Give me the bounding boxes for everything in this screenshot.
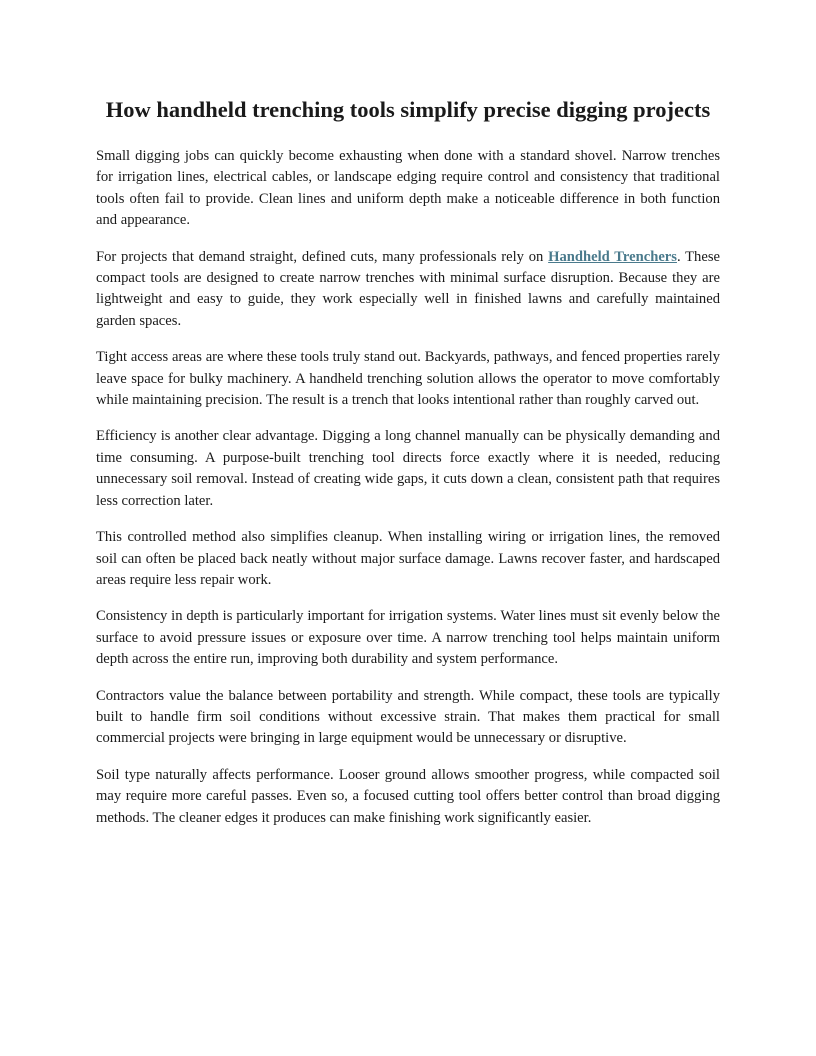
paragraph-efficiency: Efficiency is another clear advantage. Digging a long channel manually can be physically demanding and time consuming. A purpose-built trenching tool directs force exactly where it is needed, reducing unnecessary soil removal. Instead of creating wide gaps, it cuts down a clean, consistent path that requires less correction later. xyxy=(96,428,720,509)
paragraph-intro: Small digging jobs can quickly become exhausting when done with a standard shovel. Narrow trenches for irrigation lines, electrical cables, or landscape edging require control and consistency that traditional tools often fail to provide. Clean lines and uniform depth make a noticeable difference in both function and appearance. xyxy=(96,148,720,229)
paragraph-contractors: Contractors value the balance between portability and strength. While compact, these tools are typically built to handle firm soil conditions without excessive strain. That makes them practical for small commercial projects were bringing in large equipment would be unnecessary or disruptive. xyxy=(96,687,720,747)
paragraph-text-before-link: For projects that demand straight, defined cuts, many professionals rely on xyxy=(96,248,549,265)
paragraph-soil-type: Soil type naturally affects performance. Looser ground allows smoother progress, while compacted soil may require more careful passes. Even so, a focused cutting tool offers better control than broad digging methods. The cleaner edges it produces can make finishing work significantly easier. xyxy=(96,766,720,826)
paragraph-tight-access: Tight access areas are where these tools truly stand out. Backyards, pathways, and fenced properties rarely leave space for bulky machinery. A handheld trenching solution allows the operator to move comfortably while maintaining precision. The result is a trench that looks intentional rather than roughly carved out. xyxy=(96,349,720,409)
page-title: How handheld trenching tools simplify precise digging projects xyxy=(105,97,711,122)
paragraph-depth-consistency: Consistency in depth is particularly important for irrigation systems. Water lines must sit evenly below the surface to avoid pressure issues or exposure over time. A narrow trenching tool helps maintain uniform depth across the entire run, improving both durability and system performance. xyxy=(96,608,720,668)
handheld-trenchers-link[interactable]: Handheld Trenchers xyxy=(548,248,677,265)
paragraph-text-after-link: . These compact tools are designed to create narrow trenches with minimal surface disruption. Because they are lightweight and easy to guide, they work especially well in finished lawns and carefully maintained garden spaces. xyxy=(96,248,720,329)
paragraph-handheld-trenchers xyxy=(96,247,720,333)
paragraph-cleanup: This controlled method also simplifies cleanup. When installing wiring or irrigation lines, the removed soil can often be placed back neatly without major surface damage. Lawns recover faster, and hardscaped areas require less repair work. xyxy=(96,529,720,588)
